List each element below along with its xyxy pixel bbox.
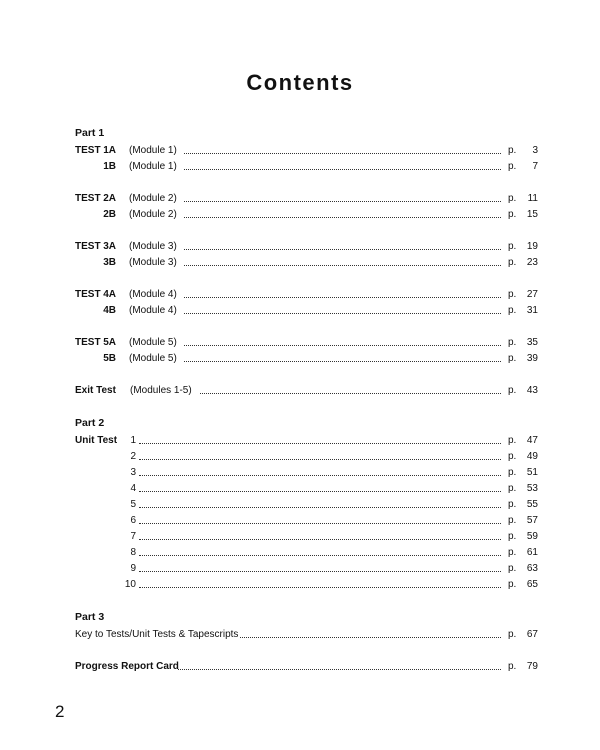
toc-entry-3b[interactable]	[0, 256, 600, 270]
toc-entry-3a[interactable]	[0, 240, 600, 254]
test-label: TEST	[75, 145, 101, 156]
entry-description: (Module 5)	[129, 337, 177, 348]
entry-description: (Module 3)	[129, 257, 177, 268]
dot-leader	[184, 160, 501, 170]
page-prefix: p.	[508, 547, 517, 558]
page-ref: 63	[526, 563, 538, 574]
page-prefix: p.	[508, 353, 517, 364]
page-ref: 79	[526, 661, 538, 672]
unit-number: 2	[130, 451, 136, 462]
entry-description: (Module 4)	[129, 305, 177, 316]
page-ref: 61	[526, 547, 538, 558]
toc-entry-key[interactable]	[0, 628, 600, 642]
test-code: 2A	[103, 193, 116, 204]
dot-leader	[184, 304, 501, 314]
test-code: 4B	[103, 305, 116, 316]
entry-description: (Module 3)	[129, 241, 177, 252]
part-3-heading: Part 3	[75, 611, 105, 623]
toc-entry-2a[interactable]	[0, 192, 600, 206]
page-ref: 39	[526, 353, 538, 364]
toc-entry-unit-1[interactable]	[0, 434, 600, 448]
page-prefix: p.	[508, 161, 517, 172]
test-label: TEST	[75, 289, 101, 300]
toc-entry-unit-5[interactable]	[0, 498, 600, 512]
page-prefix: p.	[508, 483, 517, 494]
page-prefix: p.	[508, 629, 517, 640]
dot-leader	[184, 240, 501, 250]
dot-leader	[139, 466, 501, 476]
unit-number: 6	[130, 515, 136, 526]
page-ref: 65	[526, 579, 538, 590]
toc-entry-4a[interactable]	[0, 288, 600, 302]
page-prefix: p.	[508, 257, 517, 268]
entry-description: (Module 2)	[129, 193, 177, 204]
dot-leader	[240, 628, 501, 638]
page-ref: 59	[526, 531, 538, 542]
page-ref: 19	[526, 241, 538, 252]
page-prefix: p.	[508, 145, 517, 156]
dot-leader	[184, 144, 501, 154]
key-label: Key to Tests/Unit Tests & Tapescripts	[75, 629, 239, 640]
dot-leader	[139, 434, 501, 444]
unit-number: 3	[130, 467, 136, 478]
dot-leader	[139, 578, 501, 588]
progress-report-label: Progress Report Card	[75, 661, 179, 672]
test-label: TEST	[75, 241, 101, 252]
toc-entry-unit-4[interactable]	[0, 482, 600, 496]
unit-number: 9	[130, 563, 136, 574]
page-prefix: p.	[508, 305, 517, 316]
page-ref: 31	[526, 305, 538, 316]
page-number: 2	[55, 702, 65, 721]
page-prefix: p.	[508, 289, 517, 300]
unit-number: 1	[130, 435, 136, 446]
test-label: TEST	[75, 193, 101, 204]
toc-entry-5a[interactable]	[0, 336, 600, 350]
test-code: 1A	[103, 145, 116, 156]
page-prefix: p.	[508, 451, 517, 462]
toc-entry-progress-report[interactable]	[0, 660, 600, 674]
toc-entry-unit-6[interactable]	[0, 514, 600, 528]
toc-entry-unit-2[interactable]	[0, 450, 600, 464]
dot-leader	[139, 562, 501, 572]
page-ref: 43	[526, 385, 538, 396]
test-label: TEST	[75, 337, 101, 348]
dot-leader	[184, 256, 501, 266]
test-code: 2B	[103, 209, 116, 220]
page-prefix: p.	[508, 193, 517, 204]
entry-description: (Module 4)	[129, 289, 177, 300]
entry-description: (Module 1)	[129, 145, 177, 156]
toc-entry-1a[interactable]	[0, 144, 600, 158]
entry-description: (Modules 1-5)	[130, 385, 192, 396]
dot-leader	[139, 514, 501, 524]
page-title: Contents	[246, 70, 354, 95]
page-prefix: p.	[508, 531, 517, 542]
page-ref: 11	[527, 193, 538, 204]
dot-leader	[184, 336, 501, 346]
dot-leader	[200, 384, 501, 394]
page-prefix: p.	[508, 337, 517, 348]
unit-number: 8	[130, 547, 136, 558]
toc-entry-unit-10[interactable]	[0, 578, 600, 592]
dot-leader	[139, 482, 501, 492]
page-prefix: p.	[508, 515, 517, 526]
unit-number: 10	[124, 579, 136, 590]
page-ref: 53	[526, 483, 538, 494]
page-ref: 35	[526, 337, 538, 348]
dot-leader	[178, 660, 501, 670]
toc-entry-unit-9[interactable]	[0, 562, 600, 576]
test-code: 3B	[103, 257, 116, 268]
page-ref: 57	[526, 515, 538, 526]
page-prefix: p.	[508, 467, 517, 478]
page-prefix: p.	[508, 385, 517, 396]
test-code: 5A	[103, 337, 116, 348]
toc-entry-unit-7[interactable]	[0, 530, 600, 544]
page-ref: 15	[526, 209, 538, 220]
toc-entry-1b[interactable]	[0, 160, 600, 174]
part-2-heading: Part 2	[75, 417, 105, 429]
page-ref: 7	[532, 161, 538, 172]
dot-leader	[184, 352, 501, 362]
dot-leader	[139, 546, 501, 556]
page-prefix: p.	[508, 241, 517, 252]
unit-number: 4	[130, 483, 136, 494]
toc-entry-unit-3[interactable]	[0, 466, 600, 480]
dot-leader	[139, 498, 501, 508]
part-1-heading: Part 1	[75, 127, 105, 139]
dot-leader	[139, 450, 501, 460]
unit-number: 7	[130, 531, 136, 542]
page-ref: 23	[526, 257, 538, 268]
page-prefix: p.	[508, 435, 517, 446]
toc-entry-exit-test[interactable]	[0, 384, 600, 398]
page-prefix: p.	[508, 499, 517, 510]
page-ref: 27	[526, 289, 538, 300]
unit-number: 5	[130, 499, 136, 510]
page-ref: 49	[526, 451, 538, 462]
page-ref: 55	[526, 499, 538, 510]
page-prefix: p.	[508, 209, 517, 220]
page-prefix: p.	[508, 661, 517, 672]
dot-leader	[184, 288, 501, 298]
unit-test-label: Unit Test	[75, 435, 118, 446]
toc-entry-unit-8[interactable]	[0, 546, 600, 560]
toc-entry-2b[interactable]	[0, 208, 600, 222]
dot-leader	[139, 530, 501, 540]
test-code: 1B	[103, 161, 116, 172]
page-prefix: p.	[508, 563, 517, 574]
toc-entry-4b[interactable]	[0, 304, 600, 318]
page-ref: 3	[532, 145, 538, 156]
test-code: 3A	[103, 241, 116, 252]
dot-leader	[184, 192, 501, 202]
entry-description: (Module 5)	[129, 353, 177, 364]
toc-entry-5b[interactable]	[0, 352, 600, 366]
entry-description: (Module 1)	[129, 161, 177, 172]
page-prefix: p.	[508, 579, 517, 590]
page-ref: 47	[526, 435, 538, 446]
exit-test-label: Exit Test	[75, 385, 116, 396]
page-ref: 51	[526, 467, 538, 478]
page-ref: 67	[526, 629, 538, 640]
dot-leader	[184, 208, 501, 218]
test-code: 5B	[103, 353, 116, 364]
entry-description: (Module 2)	[129, 209, 177, 220]
test-code: 4A	[103, 289, 116, 300]
